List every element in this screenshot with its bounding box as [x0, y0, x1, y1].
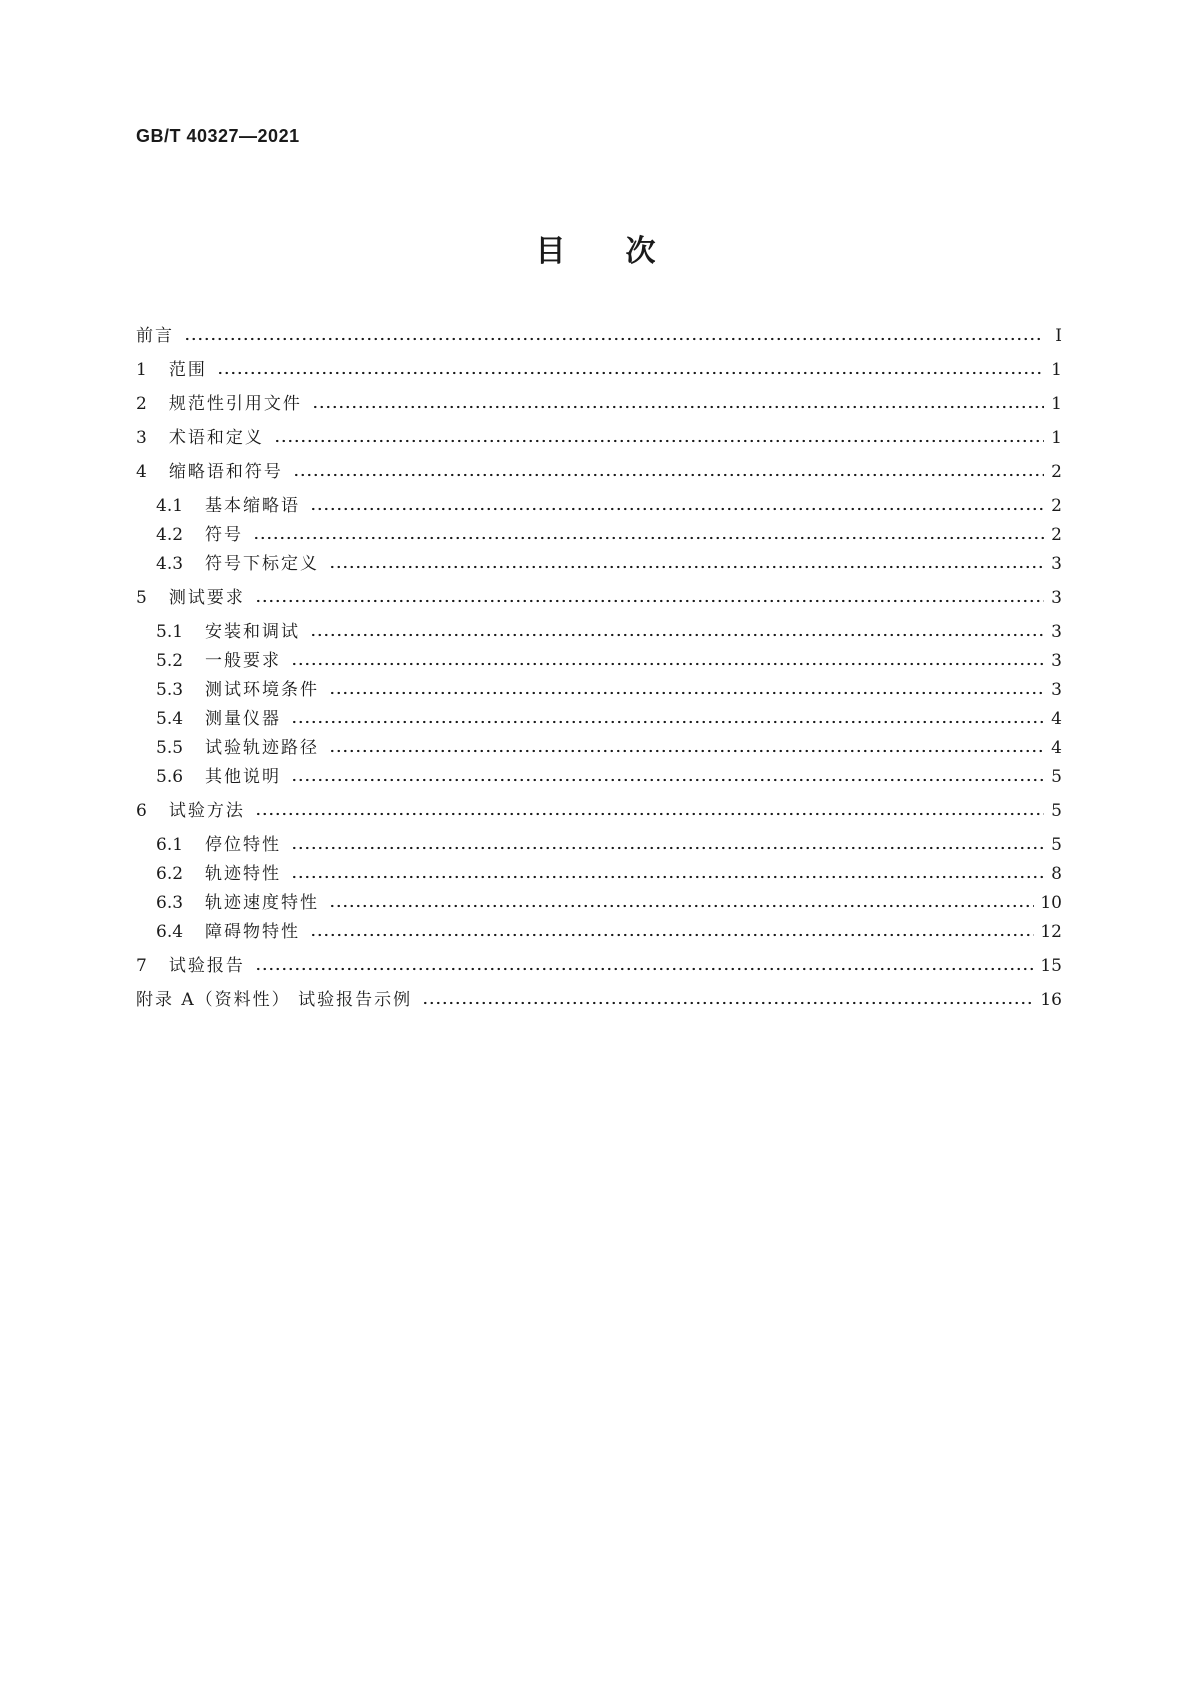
toc-dot-leader [329, 690, 1044, 696]
toc-entry-page: 10 [1040, 893, 1062, 913]
toc-entry-label: 其他说明 [205, 767, 282, 787]
toc-entry-page: 2 [1051, 525, 1062, 545]
toc-entry-label: 附录 A（资料性） 试验报告示例 [136, 990, 413, 1010]
toc-entry-number: 4.1 [156, 496, 184, 516]
toc-entry-page: 4 [1051, 709, 1062, 729]
toc-dot-leader [310, 506, 1044, 512]
toc-entry-page: 1 [1051, 428, 1062, 448]
toc-entry-label: 试验方法 [168, 801, 245, 821]
toc-dot-leader [312, 404, 1044, 410]
toc-dot-leader [255, 966, 1035, 972]
toc-dot-leader [253, 535, 1044, 541]
toc-entry[interactable] [136, 801, 1062, 821]
toc-entry-number: 6 [136, 801, 147, 821]
toc-dot-leader [291, 777, 1044, 783]
toc-entry-label: 基本缩略语 [205, 496, 301, 516]
toc-entry-number: 2 [136, 394, 147, 414]
toc-dot-leader [274, 438, 1044, 444]
toc-entry-page: 15 [1040, 956, 1062, 976]
toc-entry-number: 5.6 [156, 767, 184, 787]
toc-entry-label: 测试环境条件 [205, 680, 320, 700]
toc-entry[interactable] [136, 394, 1062, 414]
toc-dot-leader [329, 564, 1044, 570]
page-title: 目次 [535, 234, 716, 269]
toc-entry-page: 3 [1051, 622, 1062, 642]
toc-entry-label: 停位特性 [205, 835, 282, 855]
toc-entry[interactable] [136, 525, 1062, 545]
toc-entry[interactable] [136, 922, 1062, 942]
toc-dot-leader [310, 632, 1044, 638]
toc-entry[interactable] [136, 462, 1062, 482]
toc-entry[interactable] [136, 588, 1062, 608]
toc-entry-label: 轨迹速度特性 [205, 893, 320, 913]
toc-entry[interactable] [136, 326, 1062, 346]
toc-dot-leader [184, 336, 1044, 342]
toc-entry[interactable] [136, 835, 1062, 855]
toc-entry-label: 障碍物特性 [205, 922, 301, 942]
toc-entry-label: 符号下标定义 [205, 554, 320, 574]
toc-entry-page: 5 [1051, 801, 1062, 821]
toc-entry[interactable] [136, 767, 1062, 787]
toc-entry-page: 3 [1051, 651, 1062, 671]
toc-entry-label: 测量仪器 [205, 709, 282, 729]
toc-entry-number: 4 [136, 462, 147, 482]
toc-entry-page: 4 [1051, 738, 1062, 758]
toc-entry[interactable] [136, 651, 1062, 671]
toc-entry-page: 2 [1051, 462, 1062, 482]
toc-entry-page: 5 [1051, 767, 1062, 787]
toc-entry-label: 范围 [168, 360, 207, 380]
toc-entry[interactable] [136, 956, 1062, 976]
toc-entry[interactable] [136, 554, 1062, 574]
toc-entry-label: 前言 [136, 326, 174, 346]
toc-entry-page: Ⅰ [1055, 326, 1062, 346]
toc-dot-leader [255, 598, 1044, 604]
toc-entry-number: 5.4 [156, 709, 184, 729]
toc-entry-page: 5 [1051, 835, 1062, 855]
toc-entry-page: 12 [1040, 922, 1062, 942]
toc-entry-number: 1 [136, 360, 147, 380]
toc-entry[interactable] [136, 622, 1062, 642]
toc-dot-leader [255, 811, 1044, 817]
toc-entry-page: 8 [1051, 864, 1062, 884]
toc-entry-page: 3 [1051, 554, 1062, 574]
toc-entry[interactable] [136, 496, 1062, 516]
toc-entry-label: 缩略语和符号 [168, 462, 283, 482]
toc-entry-label: 安装和调试 [205, 622, 301, 642]
toc-entry-number: 5.3 [156, 680, 184, 700]
toc-entry[interactable] [136, 680, 1062, 700]
toc-dot-leader [293, 472, 1044, 478]
toc-entry-number: 5.1 [156, 622, 184, 642]
toc-entry-page: 3 [1051, 588, 1062, 608]
toc-entry-label: 测试要求 [168, 588, 245, 608]
toc-entry-label: 试验报告 [168, 956, 245, 976]
toc-entry-number: 4.2 [156, 525, 184, 545]
toc-entry-label: 规范性引用文件 [168, 394, 302, 414]
toc-entry-page: 1 [1051, 360, 1062, 380]
toc-entry-number: 7 [136, 956, 147, 976]
toc-dot-leader [310, 932, 1034, 938]
toc-dot-leader [291, 845, 1044, 851]
toc-dot-leader [217, 370, 1044, 376]
toc-entry-number: 6.2 [156, 864, 184, 884]
toc-entry-label: 术语和定义 [168, 428, 264, 448]
toc-dot-leader [329, 748, 1044, 754]
toc-entry-number: 5.2 [156, 651, 184, 671]
standard-number: GB/T 40327—2021 [136, 126, 300, 146]
toc-entry-page: 16 [1040, 990, 1062, 1010]
toc-entry-page: 2 [1051, 496, 1062, 516]
toc-entry-label: 试验轨迹路径 [205, 738, 320, 758]
toc-entry-number: 4.3 [156, 554, 184, 574]
toc-entry[interactable] [136, 428, 1062, 448]
toc-entry-number: 5.5 [156, 738, 184, 758]
toc-entry-page: 1 [1051, 394, 1062, 414]
toc-dot-leader [291, 719, 1044, 725]
toc-dot-leader [329, 903, 1034, 909]
toc-entry-number: 6.1 [156, 835, 184, 855]
toc-dot-leader [291, 874, 1044, 880]
toc-entry-number: 3 [136, 428, 147, 448]
toc-entry-label: 一般要求 [205, 651, 282, 671]
toc-entry-label: 符号 [205, 525, 244, 545]
toc-entry-number: 5 [136, 588, 147, 608]
toc-dot-leader [291, 661, 1044, 667]
toc-entry[interactable] [136, 738, 1062, 758]
toc-entry-number: 6.3 [156, 893, 184, 913]
toc-entry[interactable] [136, 360, 1062, 380]
toc-entry[interactable] [136, 893, 1062, 913]
toc-entry[interactable] [136, 990, 1062, 1010]
toc-entry-number: 6.4 [156, 922, 184, 942]
toc-entry[interactable] [136, 864, 1062, 884]
toc-entry-page: 3 [1051, 680, 1062, 700]
toc-entry[interactable] [136, 709, 1062, 729]
toc-entry-label: 轨迹特性 [205, 864, 282, 884]
toc-dot-leader [422, 1000, 1034, 1006]
